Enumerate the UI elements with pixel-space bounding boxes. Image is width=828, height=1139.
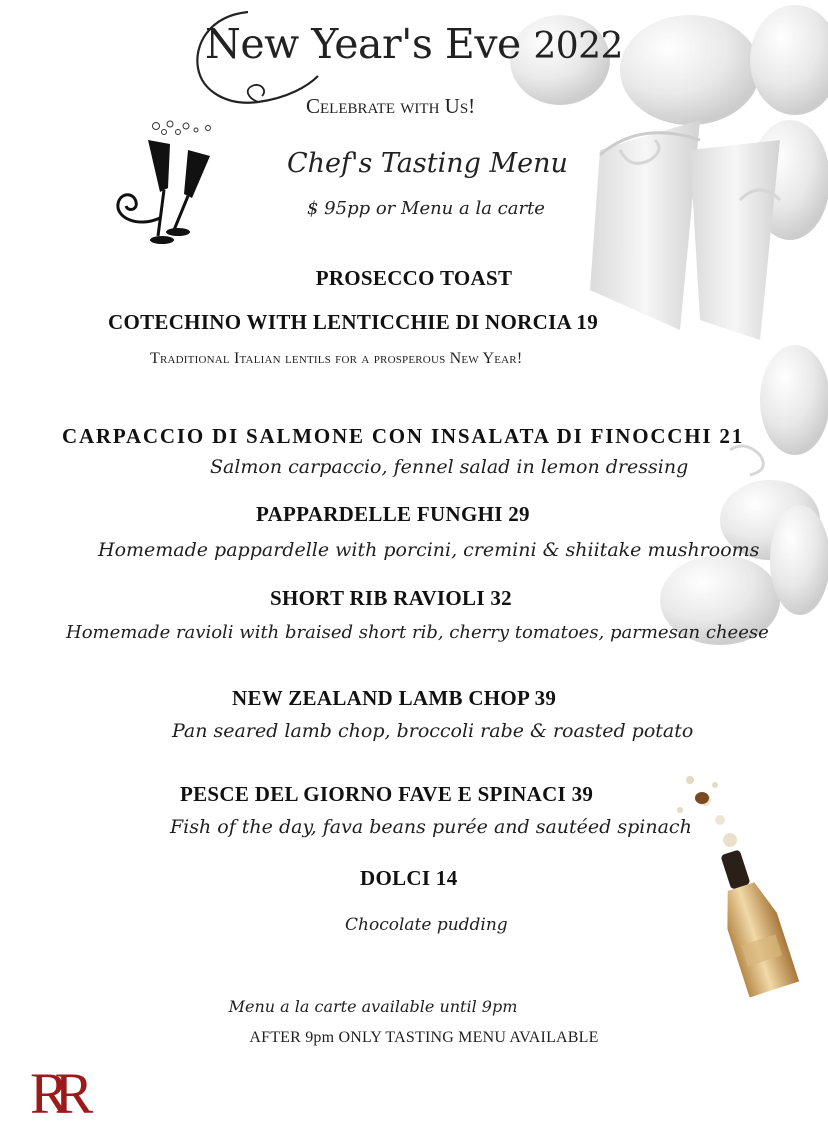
note-line-2: AFTER 9pm ONLY TASTING MENU AVAILABLE	[249, 1029, 599, 1046]
dish-description: Fish of the day, fava beans purée and sautéed spinach	[170, 816, 692, 838]
dish-description: Traditional Italian lentils for a prosperous New Year!	[150, 350, 523, 367]
dish-description: Pan seared lamb chop, broccoli rabe & roasted potato	[172, 720, 694, 742]
dish-name: NEW ZEALAND LAMB CHOP 39	[232, 686, 557, 710]
menu-name: Chef's Tasting Menu	[287, 148, 568, 179]
dish-name: SHORT RIB RAVIOLI 32	[270, 586, 512, 610]
logo-letters: RR	[30, 1061, 80, 1126]
dish-description: Homemade ravioli with braised short rib, cherry tomatoes, parmesan cheese	[66, 622, 769, 643]
dish-description: Chocolate pudding	[345, 915, 508, 935]
title-year: 2022	[533, 26, 623, 67]
restaurant-logo	[30, 1062, 115, 1124]
title-text: New Year's Eve	[205, 20, 521, 68]
note-line-1: Menu a la carte available until 9pm	[228, 997, 518, 1016]
dish-name: PAPPARDELLE FUNGHI 29	[256, 502, 530, 526]
dish-name: COTECHINO WITH LENTICCHIE DI NORCIA 19	[108, 310, 599, 334]
page-title	[205, 20, 623, 68]
subtitle: Celebrate with Us!	[306, 94, 476, 118]
champagne-bottle-icon	[660, 760, 810, 1000]
dish-description: Homemade pappardelle with porcini, cremini & shiitake mushrooms	[98, 539, 760, 561]
dish-name: CARPACCIO DI SALMONE CON INSALATA DI FINOCCHI 21	[62, 424, 745, 448]
dish-description: Salmon carpaccio, fennel salad in lemon dressing	[210, 456, 689, 478]
dish-prosecco-toast: PROSECCO TOAST	[315, 266, 513, 290]
champagne-glasses-icon	[108, 118, 228, 258]
price-line: $ 95pp or Menu a la carte	[307, 198, 545, 219]
dish-name: DOLCI 14	[360, 866, 458, 890]
dish-name: PESCE DEL GIORNO FAVE E SPINACI 39	[180, 782, 594, 806]
